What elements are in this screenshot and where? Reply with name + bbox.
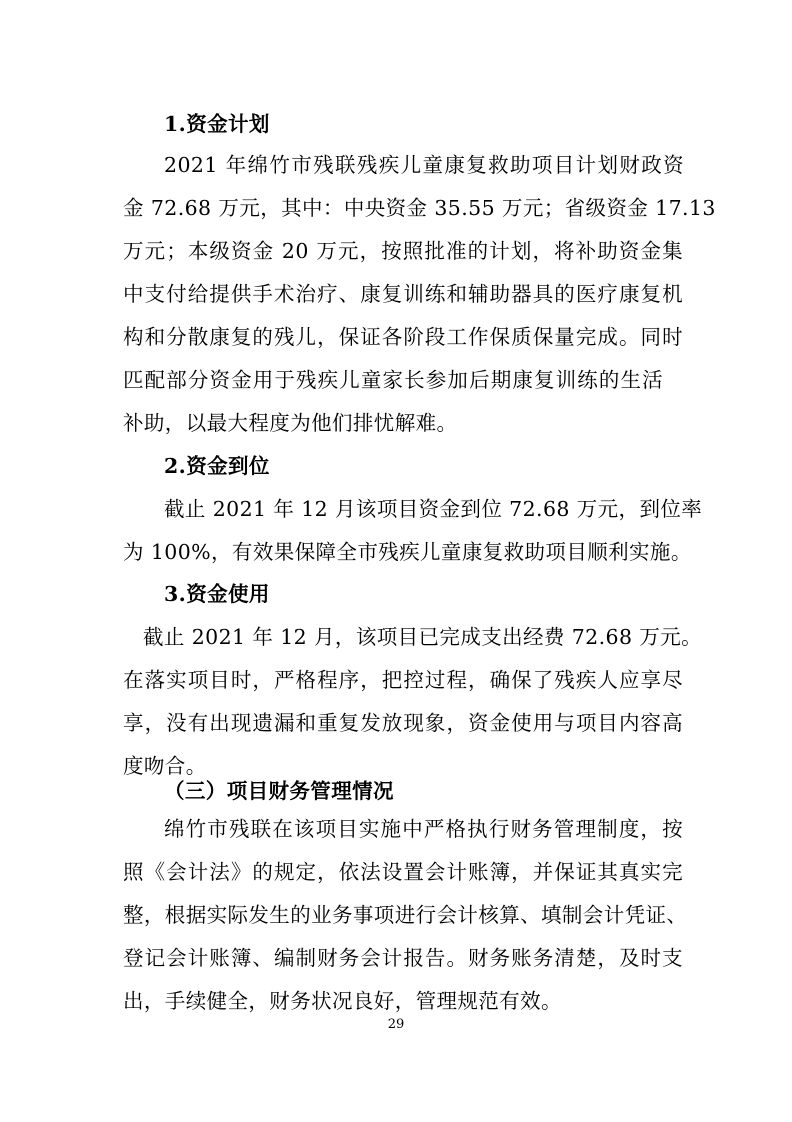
paragraph-line: 万元；本级资金 20 万元，按照批准的计划，将补助资金集 <box>123 239 683 263</box>
paragraph-line: 截止 2021 年 12 月，该项目已完成支出经费 72.68 万元。 <box>143 625 703 649</box>
paragraph-line: 绵竹市残联在该项目实施中严格执行财务管理制度，按 <box>164 817 683 841</box>
paragraph-line: 金 72.68 万元，其中：中央资金 35.55 万元；省级资金 17.13 <box>123 196 716 220</box>
section-heading-funding-plan: 1.资金计划 <box>164 112 270 136</box>
paragraph-line: 中支付给提供手术治疗、康复训练和辅助器具的医疗康复机 <box>123 282 683 306</box>
section-heading-financial-management: （三）项目财务管理情况 <box>164 779 394 803</box>
paragraph-line: 登记会计账簿、编制财务会计报告。财务账务清楚，及时支 <box>123 946 683 970</box>
paragraph-line: 整，根据实际发生的业务事项进行会计核算、填制会计凭证、 <box>123 903 688 927</box>
paragraph-line: 2021 年绵竹市残联残疾儿童康复救助项目计划财政资 <box>164 153 684 177</box>
paragraph-line: 匹配部分资金用于残疾儿童家长参加后期康复训练的生活 <box>123 368 663 392</box>
section-heading-funds-usage: 3.资金使用 <box>164 582 270 606</box>
paragraph-line: 出，手续健全，财务状况良好，管理规范有效。 <box>123 989 562 1013</box>
paragraph-line: 照《会计法》的规定，依法设置会计账簿，并保证其真实完 <box>123 860 683 884</box>
paragraph-line: 构和分散康复的残儿，保证各阶段工作保质保量完成。同时 <box>123 325 683 349</box>
paragraph-line: 享，没有出现遗漏和重复发放现象，资金使用与项目内容高 <box>123 711 683 735</box>
section-heading-funds-in-place: 2.资金到位 <box>164 454 270 478</box>
paragraph-line: 在落实项目时，严格程序，把控过程，确保了残疾人应享尽 <box>123 668 683 692</box>
paragraph-line: 补助，以最大程度为他们排忧解难。 <box>123 411 458 435</box>
paragraph-line: 截止 2021 年 12 月该项目资金到位 72.68 万元，到位率 <box>164 497 703 521</box>
page-number: 29 <box>387 1017 405 1032</box>
paragraph-line: 度吻合。 <box>123 754 207 778</box>
paragraph-line: 为 100%，有效果保障全市残疾儿童康复救助项目顺利实施。 <box>123 540 692 564</box>
